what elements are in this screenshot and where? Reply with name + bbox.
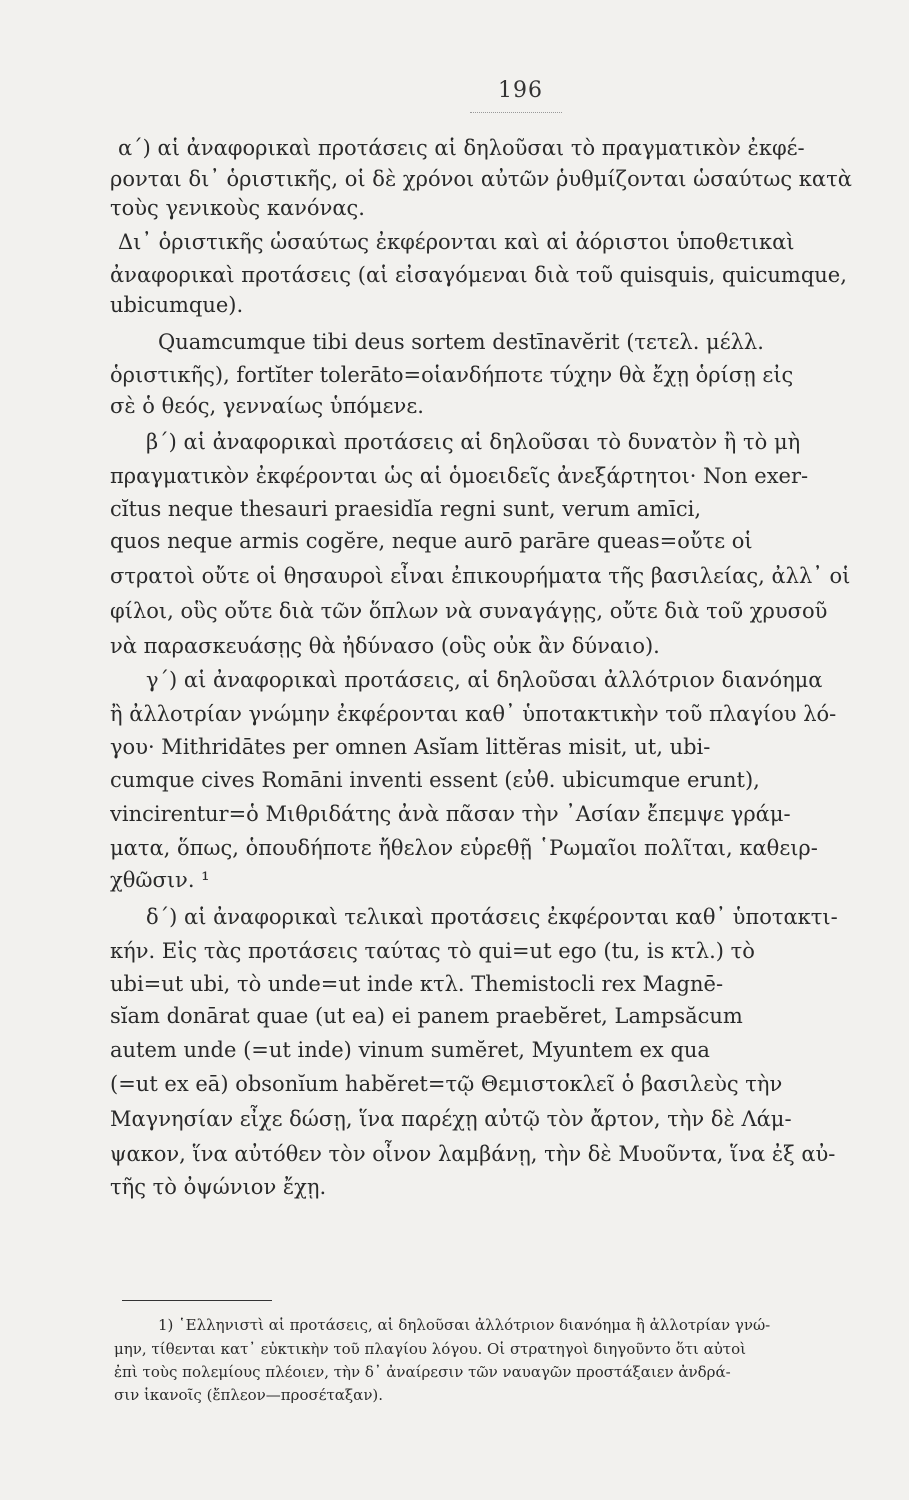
text-line: πραγματικὸν ἐκφέρονται ὡς αἱ ὁμοειδεῖς ἀνεξάρτητοι· Non exer- [110,464,809,488]
text-line: γ΄) αἱ ἀναφορικαὶ προτάσεις, αἱ δηλοῦσαι ἀλλότριον διανόημα [146,668,823,692]
text-line: δ΄) αἱ ἀναφορικαὶ τελικαὶ προτάσεις ἐκφέρονται καθ᾿ ὑποτακτι- [146,905,838,929]
text-line: τῆς τὸ ὀψώνιον ἔχῃ. [110,1175,327,1199]
text-line: ubicumque). [110,293,244,317]
page-number: 196 [498,78,543,103]
text-line: ubi=ut ubi, τὸ unde=ut inde κτλ. Themistocli rex Magnē- [110,972,724,996]
text-line: κήν. Εἰς τὰς προτάσεις ταύτας τὸ qui=ut ego (tu, is κτλ.) τὸ [110,939,755,963]
text-line: γου· Mithridātes per omnen Asĭam littĕras misit, ut, ubi- [110,735,711,759]
text-line: α΄) αἱ ἀναφορικαὶ προτάσεις αἱ δηλοῦσαι τὸ πραγματικὸν ἐκφέ- [118,136,805,160]
footnote-rule [122,1300,272,1301]
text-line: φίλοι, οὓς οὔτε διὰ τῶν ὅπλων νὰ συναγάγῃς, οὔτε διὰ τοῦ χρυσοῦ [110,599,828,623]
text-line: ψακον, ἵνα αὐτόθεν τὸν οἶνον λαμβάνῃ, τὴν δὲ Μυοῦντα, ἵνα ἐξ αὐ- [110,1142,836,1166]
text-line: sĭam donārat quae (ut ea) ei panem praebĕret, Lampsăcum [110,1004,743,1028]
footnote-line: σιν ἱκανοῖς (ἔπλεον—προσέταξαν). [114,1386,384,1404]
footnote-line: μην, τίθενται κατ᾿ εὐκτικὴν τοῦ πλαγίου λόγου. Οἱ στρατηγοὶ διηγοῦντο ὅτι αὐτοὶ [114,1340,747,1358]
text-line: Quamcumque tibi deus sortem destīnavĕrit (τετελ. μέλλ. [158,330,764,354]
text-line: τοὺς γενικοὺς κανόνας. [110,196,365,220]
text-line: β΄) αἱ ἀναφορικαὶ προτάσεις αἱ δηλοῦσαι τὸ δυνατὸν ἢ τὸ μὴ [146,430,801,454]
text-line: ρονται δι᾿ ὁριστικῆς, οἱ δὲ χρόνοι αὐτῶν ῥυθμίζονται ὡσαύτως κατὰ [110,167,852,191]
text-line: cĭtus neque thesauri praesidĭa regni sunt, verum amīci, [110,497,702,521]
text-line: ἀναφορικαὶ προτάσεις (αἱ εἰσαγόμεναι διὰ τοῦ quisquis, quicumque, [110,263,847,287]
text-line: σὲ ὁ θεός, γενναίως ὑπόμενε. [110,394,424,418]
text-line: ὁριστικῆς), fortĭter tolerāto=οἱανδήποτε τύχην θὰ ἔχῃ ὁρίσῃ εἰς [110,363,794,387]
text-line: ἢ ἀλλοτρίαν γνώμην ἐκφέρονται καθ᾿ ὑποτακτικὴν τοῦ πλαγίου λό- [110,702,837,726]
footnote-line: 1) ῾Ελληνιστὶ αἱ προτάσεις, αἱ δηλοῦσαι ἀλλότριον διανόημα ἢ ἀλλοτρίαν γνώ- [158,1316,771,1334]
page-number-rule [470,112,562,113]
text-line: χθῶσιν. ¹ [110,868,210,892]
text-line: Δι᾿ ὁριστικῆς ὡσαύτως ἐκφέρονται καὶ αἱ ἀόριστοι ὑποθετικαὶ [118,230,795,254]
text-line: νὰ παρασκευάσῃς θὰ ἠδύνασο (οὓς οὐκ ἂν δύναιο). [110,634,660,658]
text-line: quos neque armis cogĕre, neque aurō parāre queas=οὔτε οἱ [110,529,753,553]
text-line: vincirentur=ὁ Μιθριδάτης ἀνὰ πᾶσαν τὴν ᾿Ασίαν ἔπεμψε γράμ- [110,802,791,826]
text-line: στρατοὶ οὔτε οἱ θησαυροὶ εἶναι ἐπικουρήματα τῆς βασιλείας, ἀλλ᾿ οἱ [110,564,851,588]
footnote-line: ἐπὶ τοὺς πολεμίους πλέοιεν, τὴν δ᾿ ἀναίρεσιν τῶν ναυαγῶν προστάξαιεν ἀνδρά- [114,1363,731,1381]
text-line: autem unde (=ut inde) vinum sumĕret, Myuntem ex qua [110,1038,710,1062]
text-line: (=ut ex eā) obsonĭum habĕret=τῷ Θεμιστοκλεῖ ὁ βασιλεὺς τὴν [110,1072,783,1096]
text-line: Μαγνησίαν εἶχε δώσῃ, ἵνα παρέχῃ αὐτῷ τὸν ἄρτον, τὴν δὲ Λάμ- [110,1107,792,1131]
text-line: ματα, ὅπως, ὁπουδήποτε ἤθελον εὑρεθῇ ῾Ρωμαῖοι πολῖται, καθειρ- [110,836,818,860]
text-line: cumque cives Romāni inventi essent (εὐθ. ubicumque erunt), [110,768,760,792]
